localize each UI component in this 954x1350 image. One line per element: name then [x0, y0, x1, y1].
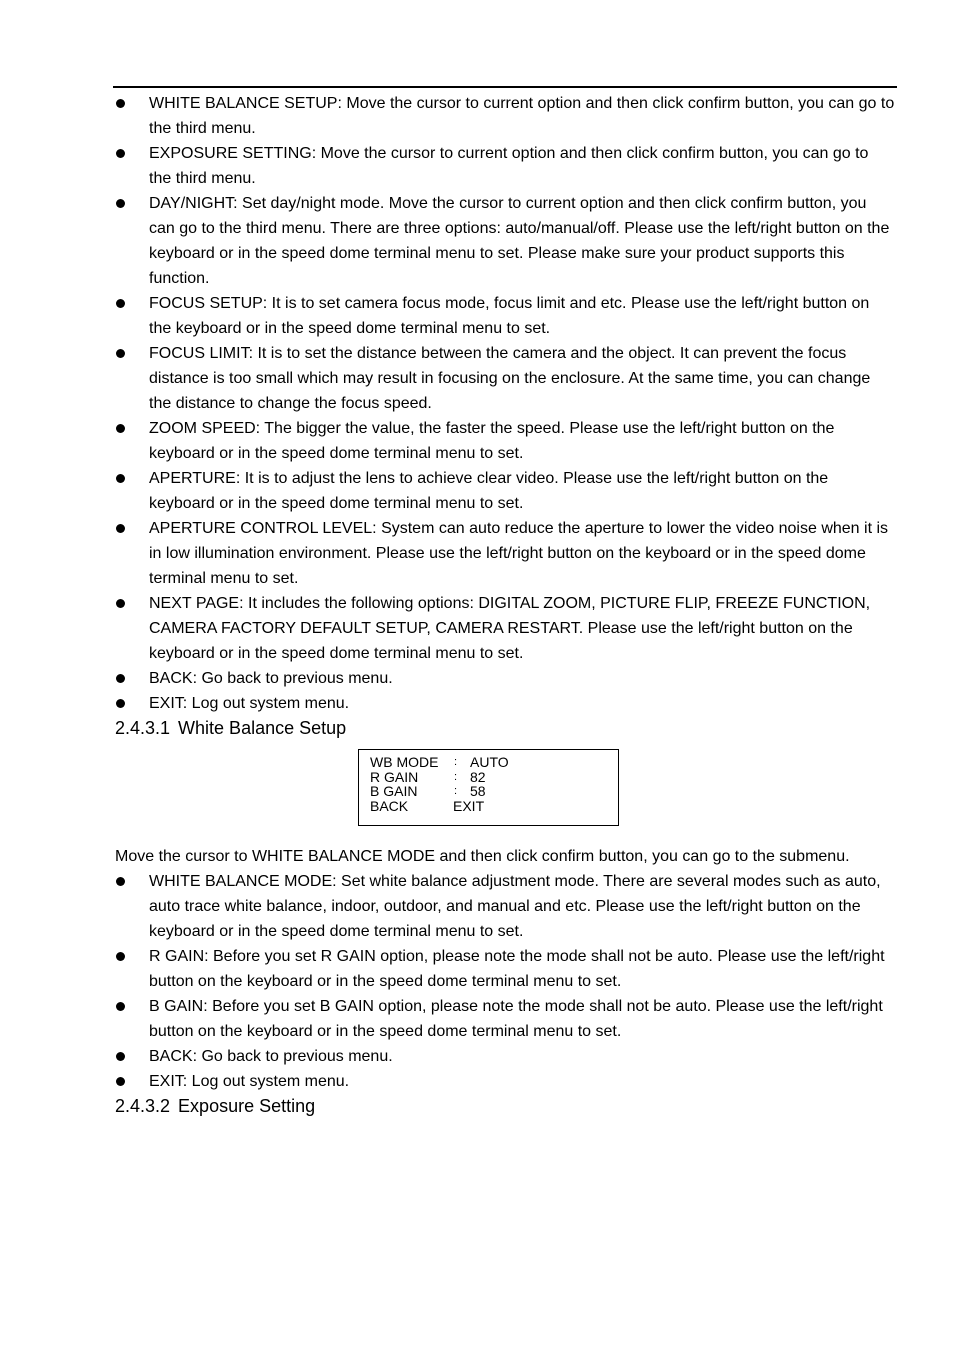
- back-menu-item: BACK: [370, 797, 409, 814]
- list-item: R GAIN: Before you set R GAIN option, please note the mode shall not be auto. Please use the left/right button on the keyboard or in the speed dome terminal menu to set.: [115, 944, 895, 994]
- bullet-icon: [116, 877, 125, 886]
- bullet-icon: [116, 674, 125, 683]
- section-heading-white-balance: 2.4.3.1 White Balance Setup: [115, 718, 347, 738]
- intro-paragraph: Move the cursor to WHITE BALANCE MODE and then click confirm button, you can go to the submenu.: [115, 848, 850, 865]
- list-item: NEXT PAGE: It includes the following options: DIGITAL ZOOM, PICTURE FLIP, FREEZE FUNCTION, CAMERA FACTORY DEFAULT SETUP, CAMERA RESTART. Please use the left/right button on the keyboard or in the speed dome terminal menu to set.: [115, 591, 895, 666]
- section-heading-exposure: 2.4.3.2 Exposure Setting: [115, 1096, 316, 1116]
- header-rule: [113, 86, 897, 88]
- list-item: BACK: Go back to previous menu.: [115, 1044, 895, 1069]
- bullet-icon: [116, 299, 125, 308]
- bullet-icon: [116, 952, 125, 961]
- document-body: [115, 91, 895, 1119]
- bullet-icon: [116, 474, 125, 483]
- bullet-icon: [116, 699, 125, 708]
- list-item: EXIT: Log out system menu.: [115, 691, 895, 716]
- bullet-icon: [116, 1052, 125, 1061]
- bullet-icon: [116, 1077, 125, 1086]
- list-item: APERTURE: It is to adjust the lens to achieve clear video. Please use the left/right button on the keyboard or in the speed dome terminal menu to set.: [115, 466, 895, 516]
- bullet-icon: [116, 599, 125, 608]
- list-item: ZOOM SPEED: The bigger the value, the faster the speed. Please use the left/right button on the keyboard or in the speed dome terminal menu to set.: [115, 416, 895, 466]
- list-item: B GAIN: Before you set B GAIN option, please note the mode shall not be auto. Please use the left/right button on the keyboard or in the speed dome terminal menu to set.: [115, 994, 895, 1044]
- back-exit-row: [370, 799, 618, 814]
- list-item: WHITE BALANCE MODE: Set white balance adjustment mode. There are several modes such as auto, auto trace white balance, indoor, outdoor, and manual and etc. Please use the left/right button on the keyboard or in the speed dome terminal menu to set.: [115, 869, 895, 944]
- list-item: BACK: Go back to previous menu.: [115, 666, 895, 691]
- wb-menu-screen: [358, 749, 619, 826]
- list-item: FOCUS LIMIT: It is to set the distance between the camera and the object. It can prevent the focus distance is too small which may result in focusing on the enclosure. At the same time, you can change the distance to change the focus speed.: [115, 341, 895, 416]
- exit-menu-item: EXIT: [453, 797, 485, 814]
- r-gain-row: R GAIN : 82: [370, 768, 486, 785]
- list-item: APERTURE CONTROL LEVEL: System can auto reduce the aperture to lower the video noise when it is in low illumination environment. Please use the left/right button on the keyboard or in the speed dome terminal menu to set.: [115, 516, 895, 591]
- bullet-icon: [116, 149, 125, 158]
- option-list: [115, 91, 895, 716]
- bullet-icon: [116, 349, 125, 358]
- list-item: EXIT: Log out system menu.: [115, 1069, 895, 1094]
- bullet-icon: [116, 199, 125, 208]
- list-item: EXPOSURE SETTING: Move the cursor to current option and then click confirm button, you can go to the third menu.: [115, 141, 895, 191]
- list-item: DAY/NIGHT: Set day/night mode. Move the cursor to current option and then click confirm button, you can go to the third menu. There are three options: auto/manual/off. Please use the left/right button on the keyboard or in the speed dome terminal menu to set. Please make sure your product supports this function.: [115, 191, 895, 291]
- bullet-icon: [116, 524, 125, 533]
- wb-mode-row: WB MODE : AUTO: [370, 754, 509, 770]
- b-gain-row: B GAIN : 58: [370, 783, 486, 799]
- list-item: WHITE BALANCE SETUP: Move the cursor to current option and then click confirm button, you can go to the third menu.: [115, 91, 895, 141]
- bullet-icon: [116, 424, 125, 433]
- wb-option-list: [115, 869, 895, 1094]
- bullet-icon: [116, 1002, 125, 1011]
- bullet-icon: [116, 99, 125, 108]
- list-item: FOCUS SETUP: It is to set camera focus mode, focus limit and etc. Please use the left/right button on the keyboard or in the speed dome terminal menu to set.: [115, 291, 895, 341]
